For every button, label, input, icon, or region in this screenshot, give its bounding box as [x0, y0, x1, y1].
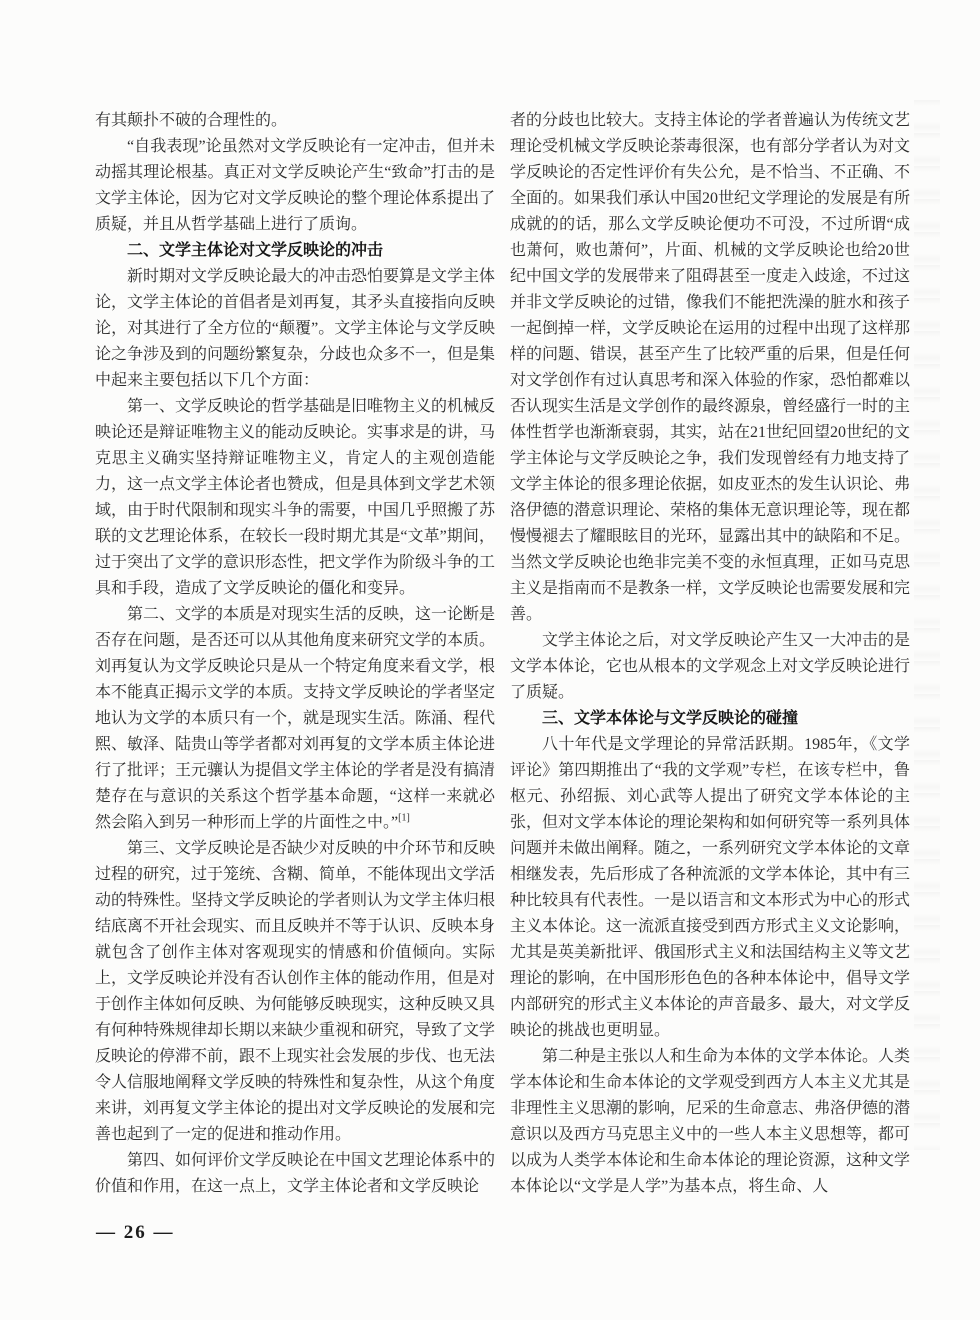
paragraph: 八十年代是文学理论的异常活跃期。1985年，《文学评论》第四期推出了“我的文学观”专栏，在该专栏中，鲁枢元、孙绍振、刘心武等人提出了研究文学本体论的主张，但对文学本体论的理论架构和如何研究等一系列具体问题并未做出阐释。随之，一系列研究文学本体论的文章相继发表，先后形成了各种流派的文学本体论，其中有三种比较具有代表性。一是以语言和文本形式为中心的形式主义本体论。这一流派直接受到西方形式主义文论影响，尤其是英美新批评、俄国形式主义和法国结构主义等文艺理论的影响，在中国形形色色的各种本体论中，倡导文学内部研究的形式主义本体论的声音最多、最大，对文学反映论的挑战也更明显。: [510, 736, 911, 1039]
paragraph: “自我表现”论虽然对文学反映论有一定冲击，但并未动摇其理论根基。真正对文学反映论产生“致命”打击的是文学主体论，因为它对文学反映论的整个理论体系提出了质疑，并且从哲学基础上进行了质询。: [95, 138, 496, 233]
left-column: [95, 108, 495, 1200]
paragraph: 文学主体论之后，对文学反映论产生又一大冲击的是文学本体论，它也从根本的文学观念上对文学反映论进行了质疑。: [510, 632, 911, 701]
page-number: — 26 —: [96, 1222, 175, 1243]
section-heading-2: 二、文学主体论对文学反映论的冲击: [127, 242, 384, 259]
right-column: [510, 108, 910, 1200]
paragraph-continuation: 有其颠扑不破的合理性的。: [95, 112, 288, 129]
paragraph-continuation: 者的分歧也比较大。支持主体论的学者普遍认为传统文艺理论受机械文学反映论荼毒很深，也有部分学者认为对文学反映论的否定性评价有失公允，是不恰当、不正确、不全面的。如果我们承认中国20世纪文学理论的发展是有所成就的的话，那么文学反映论便功不可没，不过所谓“成也萧何，败也萧何”，片面、机械的文学反映论也给20世纪中国文学的发展带来了阻碍甚至一度走入歧途，不过这并非文学反映论的过错，像我们不能把洗澡的脏水和孩子一起倒掉一样，文学反映论在运用的过程中出现了这样那样的问题、错误，甚至产生了比较严重的后果，但是任何对文学创作有过认真思考和深入体验的作家，恐怕都难以否认现实生活是文学创作的最终源泉，曾经盛行一时的主体性哲学也渐渐衰弱，其实，站在21世纪回望20世纪的文学主体论与文学反映论之争，我们发现曾经有力地支持了文学主体论的很多理论依据，如皮亚杰的发生认识论、弗洛伊德的潜意识理论、荣格的集体无意识理论等，现在都慢慢褪去了耀眼眩目的光环，显露出其中的缺陷和不足。当然文学反映论也绝非完美不变的永恒真理，正如马克思主义是指南而不是教条一样，文学反映论也需要发展和完善。: [510, 112, 911, 623]
scan-bleed-artifact: [914, 100, 940, 1150]
paragraph: 第四、如何评价文学反映论在中国文艺理论体系中的价值和作用，在这一点上，文学主体论者和文学反映论: [95, 1152, 496, 1195]
paragraph: [95, 602, 495, 836]
paragraph-text: 第二、文学的本质是对现实生活的反映，这一论断是否存在问题，是否还可以从其他角度来研究文学的本质。刘再复认为文学反映论只是从一个特定角度来看文学，根本不能真正揭示文学的本质。支持文学反映论的学者坚定地认为文学的本质只有一个，就是现实生活。陈涌、程代熙、敏泽、陆贵山等学者都对刘再复的文学本质主体论进行了批评；王元骧认为提倡文学主体论的学者是没有搞清楚存在与意识的关系这个哲学基本命题，“这样一来就必然会陷入到另一种形而上学的片面性之中。”: [95, 606, 496, 831]
paragraph: 第三、文学反映论是否缺少对反映的中介环节和反映过程的研究，过于笼统、含糊、简单，不能体现出文学活动的特殊性。坚持文学反映论的学者则认为文学主体归根结底离不开社会现实、而且反映并不等于认识、反映本身就包含了创作主体对客观现实的情感和价值倾向。实际上，文学反映论并没有否认创作主体的能动作用，但是对于创作主体如何反映、为何能够反映现实，这种反映又具有何种特殊规律却长期以来缺少重视和研究，导致了文学反映论的停滞不前，跟不上现实社会发展的步伐、也无法令人信服地阐释文学反映的特殊性和复杂性，从这个角度来讲，刘再复文学主体论的提出对文学反映论的发展和完善也起到了一定的促进和推动作用。: [95, 840, 496, 1143]
paragraph: 第二种是主张以人和生命为本体的文学本体论。人类学本体论和生命本体论的文学观受到西方人本主义尤其是非理性主义思潮的影响，尼采的生命意志、弗洛伊德的潜意识以及西方马克思主义中的一些人本主义思想等，都可以成为人类学本体论和生命本体论的理论资源，这种文学本体论以“文学是人学”为基本点，将生命、人: [510, 1048, 911, 1195]
section-heading-3: 三、文学本体论与文学反映论的碰撞: [542, 710, 799, 727]
paragraph: 第一、文学反映论的哲学基础是旧唯物主义的机械反映论还是辩证唯物主义的能动反映论。实事求是的讲，马克思主义确实坚持辩证唯物主义，肯定人的主观创造能力，这一点文学主体论者也赞成，但是具体到文学艺术领域，由于时代限制和现实斗争的需要，中国几乎照搬了苏联的文艺理论体系，在较长一段时期尤其是“文革”期间，过于突出了文学的意识形态性，把文学作为阶级斗争的工具和手段，造成了文学反映论的僵化和变异。: [95, 398, 496, 597]
footnote-ref: [1]: [398, 812, 410, 824]
paragraph: 新时期对文学反映论最大的冲击恐怕要算是文学主体论，文学主体论的首倡者是刘再复，其矛头直接指向反映论，对其进行了全方位的“颠覆”。文学主体论与文学反映论之争涉及到的问题纷繁复杂，分歧也众多不一，但是集中起来主要包括以下几个方面：: [95, 268, 496, 389]
two-column-text-area: [95, 108, 910, 1200]
